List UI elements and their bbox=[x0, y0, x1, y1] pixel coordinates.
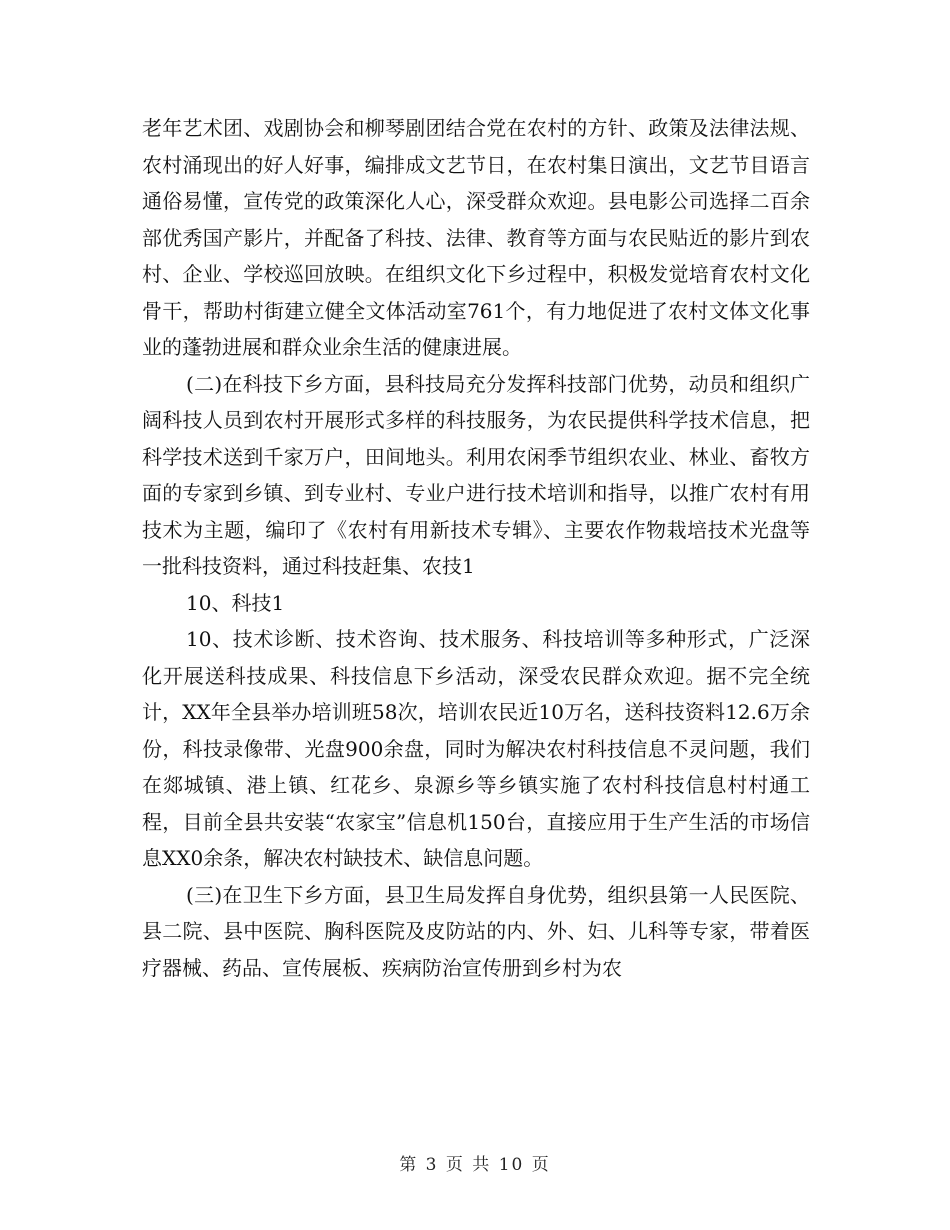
paragraph-fragment: 10、科技1 bbox=[186, 590, 285, 615]
paragraph-science-tech: (二)在科技下乡方面，县科技局充分发挥科技部门优势，动员和组织广阔科技人员到农村开展形式多样的科技服务，为农民提供科学技术信息，把科学技术送到千家万户，田间地头。利用农闲季节组织农业、林业、畜牧方面的专家到乡镇、到专业村、专业户进行技术培训和指导，以推广农村有用技术为主题，编印了《农村有用新技术专辑》、主要农作物栽培技术光盘等一批科技资料，通过科技赶集、农技1 bbox=[142, 371, 810, 578]
page-number-footer: 第 3 页 共 10 页 bbox=[399, 1155, 551, 1175]
paragraph-culture: 老年艺术团、戏剧协会和柳琴剧团结合党在农村的方针、政策及法律法规、农村涌现出的好人好事，编排成文艺节日，在农村集日演出，文艺节目语言通俗易懂，宣传党的政策深化人心，深受群众欢迎。县电影公司选择二百余部优秀国产影片，并配备了科技、法律、教育等方面与农民贴近的影片到农村、企业、学校巡回放映。在组织文化下乡过程中，积极发觉培育农村文化骨干，帮助村街建立健全文体活动室761个，有力地促进了农村文体文化事业的蓬勃进展和群众业余生活的健康进展。 bbox=[142, 116, 810, 359]
paragraph-health: (三)在卫生下乡方面，县卫生局发挥自身优势，组织县第一人民医院、县二院、县中医院、胸科医院及皮防站的内、外、妇、儿科等专家，带着医疗器械、药品、宣传展板、疾病防治宣传册到乡村为农 bbox=[142, 882, 810, 980]
paragraph-tech-services: 10、技术诊断、技术咨询、技术服务、科技培训等多种形式，广泛深化开展送科技成果、科技信息下乡活动，深受农民群众欢迎。据不完全统计，XX年全县举办培训班58次，培训农民近10万名，送科技资料12.6万余份，科技录像带、光盘900余盘，同时为解决农村科技信息不灵问题，我们在郯城镇、港上镇、红花乡、泉源乡等乡镇实施了农村科技信息村村通工程，目前全县共安装“农家宝”信息机150台，直接应用于生产生活的市场信息XX0余条，解决农村缺技术、缺信息问题。 bbox=[142, 627, 810, 870]
document-body bbox=[142, 110, 810, 986]
